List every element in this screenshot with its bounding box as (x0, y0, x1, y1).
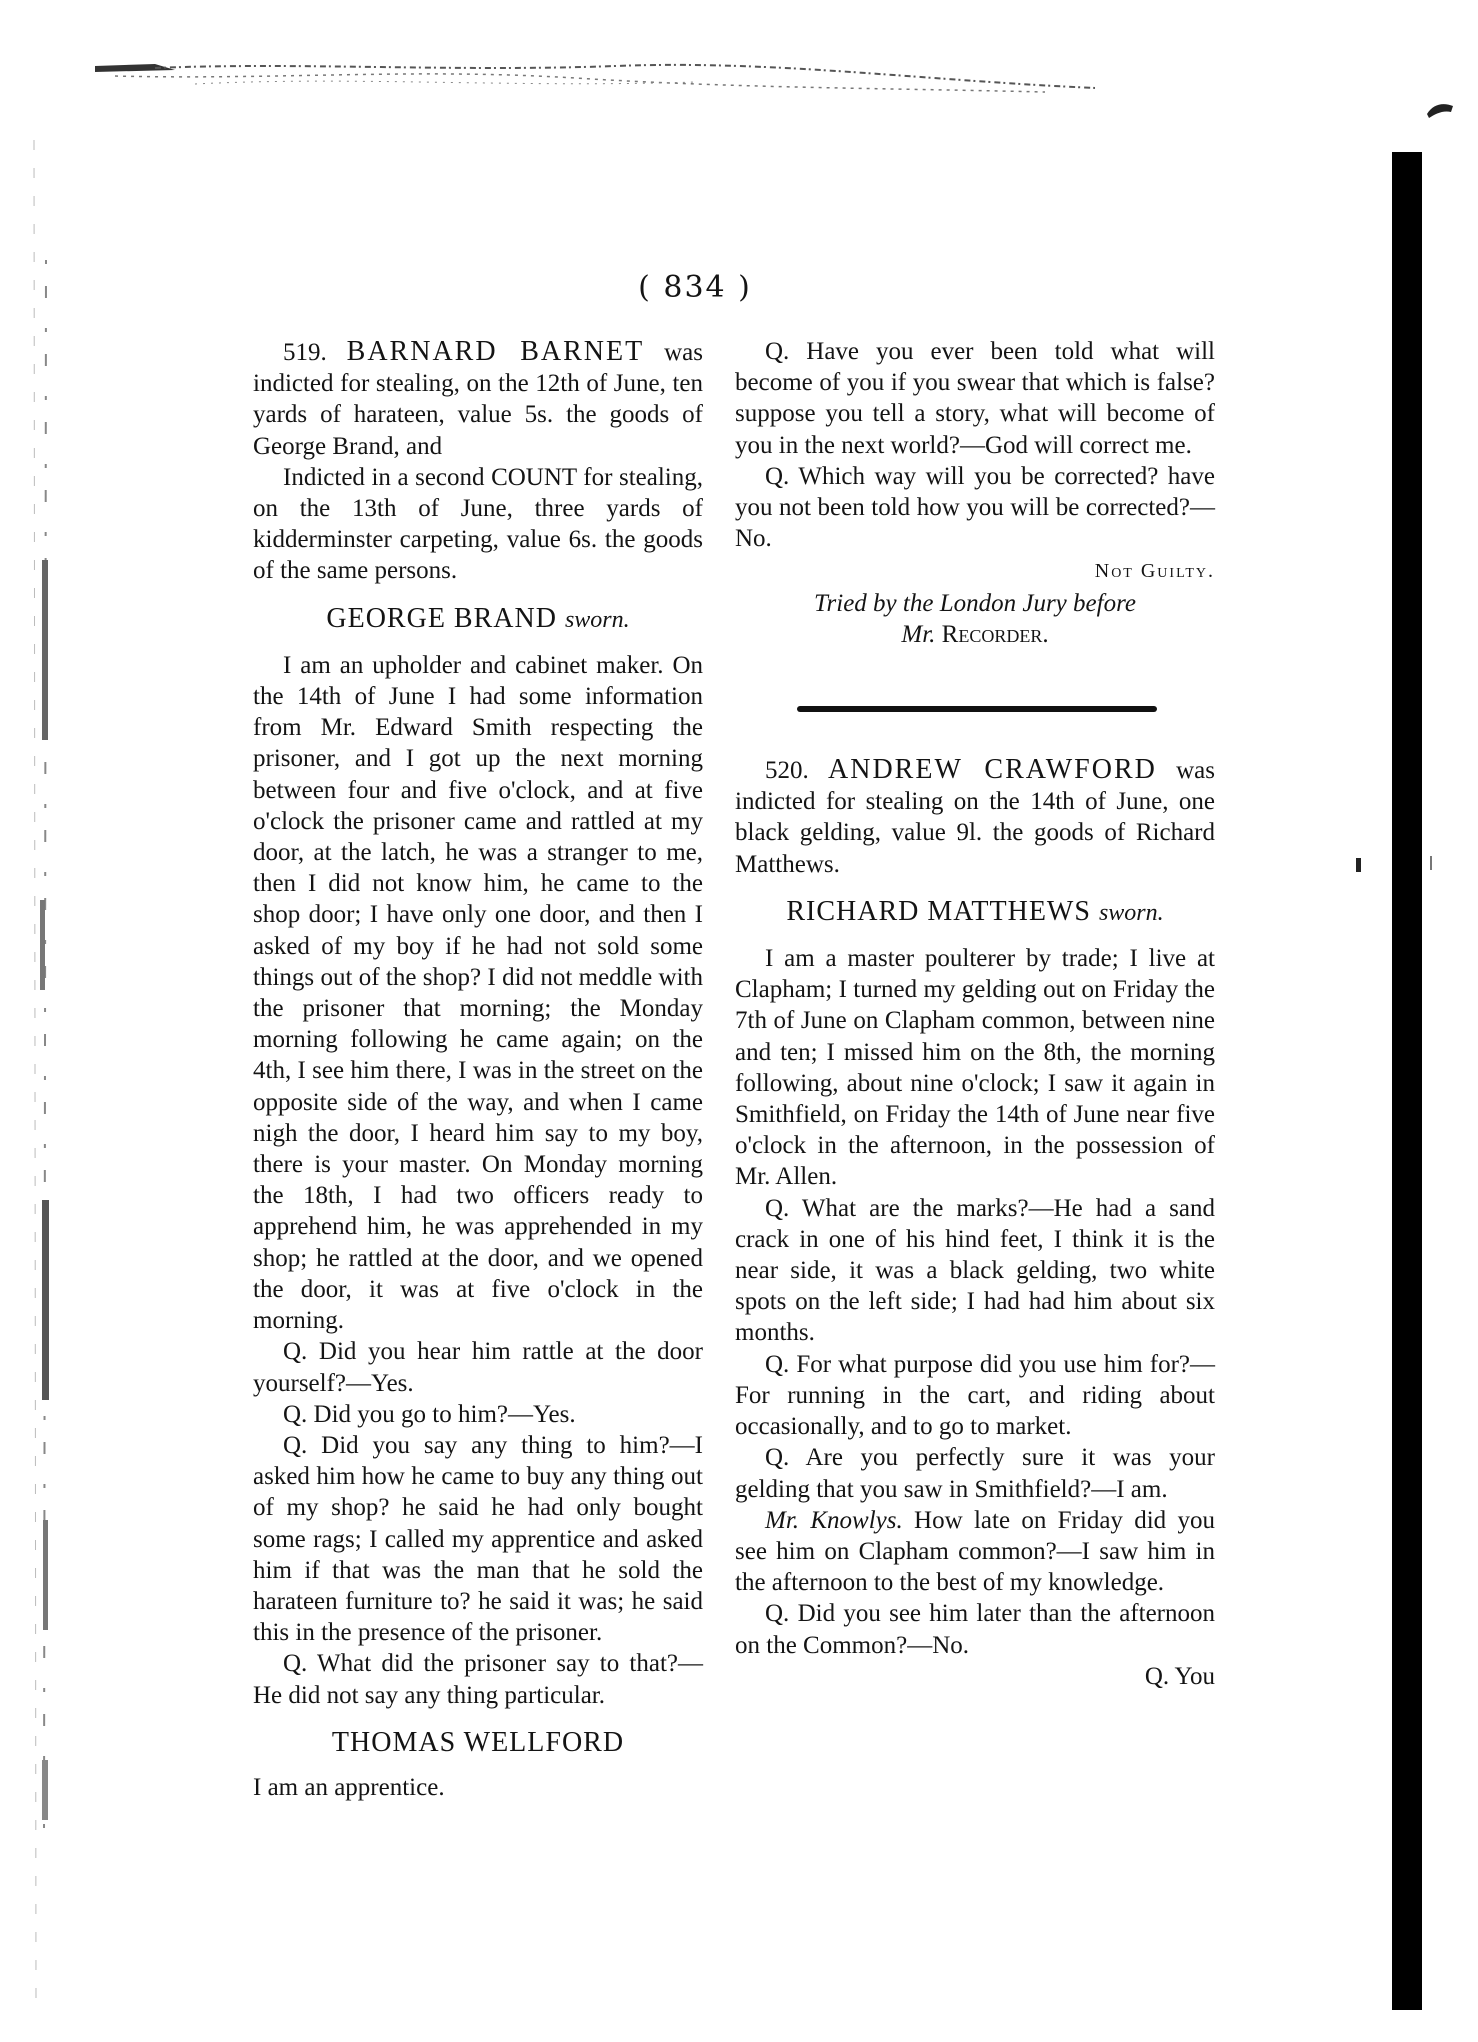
ink-speck (1356, 858, 1361, 872)
indictment-text: was indicted for stealing, on the 12th of June, ten yards of harateen, value 5s. the goods of George Brand, and (253, 339, 704, 460)
testimony-paragraph: I am an upholder and cabinet maker. On the 14th of June I had some information from Mr. Edward Smith respecting the prisoner, and I got up the next morning between four and five o'clock, and at five o'clock the prisoner came and rattled at my door, at the latch, he was a stranger to me, then I did not know him, he came to the shop door; I have only one door, and then I asked of my boy if he had not sold some things out of the shop? I did not meddle with the prisoner that morning; the Monday morning following he came again; on the 4th, I see him there, I was in the street on the opposite side of the way, and when I came nigh the door, I heard him say to my boy, there is your master. On Monday morning the 18th, I had two officers ready to apprehend him, he was apprehended in my shop; he rattled at the door, and we opened the door, it was at five o'clock in the morning. (253, 651, 703, 1335)
defendant-name: ANDREW CRAWFORD (828, 754, 1157, 786)
counsel-paragraph (735, 1505, 1215, 1599)
verdict: Not Guilty. (1094, 560, 1215, 583)
qa-paragraph: Q. For what purpose did you use him for?—For running in the cart, and riding about occasionally, and to go to market. (735, 1350, 1215, 1441)
defendant-name: BARNARD BARNET (346, 336, 645, 367)
trial-note-line: Tried by the London Jury before (814, 589, 1136, 617)
scan-noise-top (95, 58, 1095, 118)
qa-paragraph: Q. Did you see him later than the afternoon on the Common?—No. (735, 1600, 1215, 1659)
indictment-text: was indicted for stealing on the 14th of June, one black gelding, value 9l. the goods of Richard Matthews. (735, 757, 1215, 878)
witness-name: RICHARD MATTHEWS (786, 895, 1091, 927)
section-divider (797, 706, 1157, 712)
ink-blot (1425, 100, 1455, 120)
testimony-paragraph: I am a master poulterer by trade; I live at Clapham; I turned my gelding out on Friday the 7th of June on Clapham common, between nine and ten; I missed him on the 8th, the morning following, about nine o'clock; I saw it again in Smithfield, on Friday the 14th of June near five o'clock in the afternoon, in the possession of Mr. Allen. (735, 945, 1215, 1191)
qa-paragraph: Q. Did you say any thing to him?—I asked him how he came to buy any thing out of my shop? he said he had only bought some rags; I called my apprentice and asked him if that was the man that he sold the harateen furniture to? he said it was; he said this in the presence of the prisoner. (253, 1431, 703, 1647)
witness-heading (735, 896, 1215, 929)
counsel-name: Mr. Knowlys. (765, 1506, 903, 1534)
trial-note (735, 588, 1215, 650)
qa-paragraph: Q. What did the prisoner say to that?—He did not say any thing particular. (253, 1650, 703, 1709)
binding-edge-marks (22, 140, 62, 2000)
page-edge-shadow (1392, 152, 1422, 2010)
left-column (253, 336, 703, 1803)
recorder-title: Recorder. (941, 620, 1049, 648)
page-number: ( 834 ) (638, 270, 752, 305)
qa-paragraph: Q. Are you perfectly sure it was your gelding that you saw in Smithfield?—I am. (735, 1444, 1215, 1503)
trial-note-prefix: Mr. (901, 620, 936, 648)
qa-paragraph: Q. Did you hear him rattle at the door yourself?—Yes. (253, 1338, 703, 1397)
catchword: Q. You (1144, 1662, 1215, 1690)
right-column (735, 336, 1215, 1692)
qa-paragraph: Q. Did you go to him?—Yes. (283, 1400, 576, 1428)
witness-heading (253, 603, 703, 636)
qa-paragraph: Q. Have you ever been told what will become of you if you swear that which is false? suppose you tell a story, what will become of you in the next world?—God will correct me. (735, 338, 1215, 459)
ink-speck (1430, 856, 1432, 870)
counsel-question: How late on Friday did you see him on Clapham common?—I saw him in the afternoon to the best of my knowledge. (735, 1506, 1215, 1597)
sworn-label: sworn. (564, 606, 630, 633)
case-number: 519. (283, 339, 327, 366)
testimony-paragraph: I am an apprentice. (253, 1773, 445, 1801)
second-count-paragraph: Indicted in a second COUNT for stealing, on the 13th of June, three yards of kidderminster carpeting, value 6s. the goods of the same persons. (253, 463, 703, 585)
sworn-label: sworn. (1098, 899, 1164, 926)
witness-heading (253, 1727, 703, 1758)
case-520-intro (735, 754, 1215, 880)
qa-paragraph: Q. Which way will you be corrected? have you not been told how you will be corrected?—No. (735, 462, 1215, 553)
qa-paragraph: Q. What are the marks?—He had a sand crack in one of his hind feet, I think it is the near side, it was a black gelding, two white spots on the left side; I had had him about six months. (735, 1194, 1215, 1347)
witness-name: THOMAS WELLFORD (331, 1726, 625, 1758)
witness-name: GEORGE BRAND (326, 602, 557, 634)
case-number: 520. (765, 757, 809, 785)
case-519-intro (253, 336, 703, 462)
